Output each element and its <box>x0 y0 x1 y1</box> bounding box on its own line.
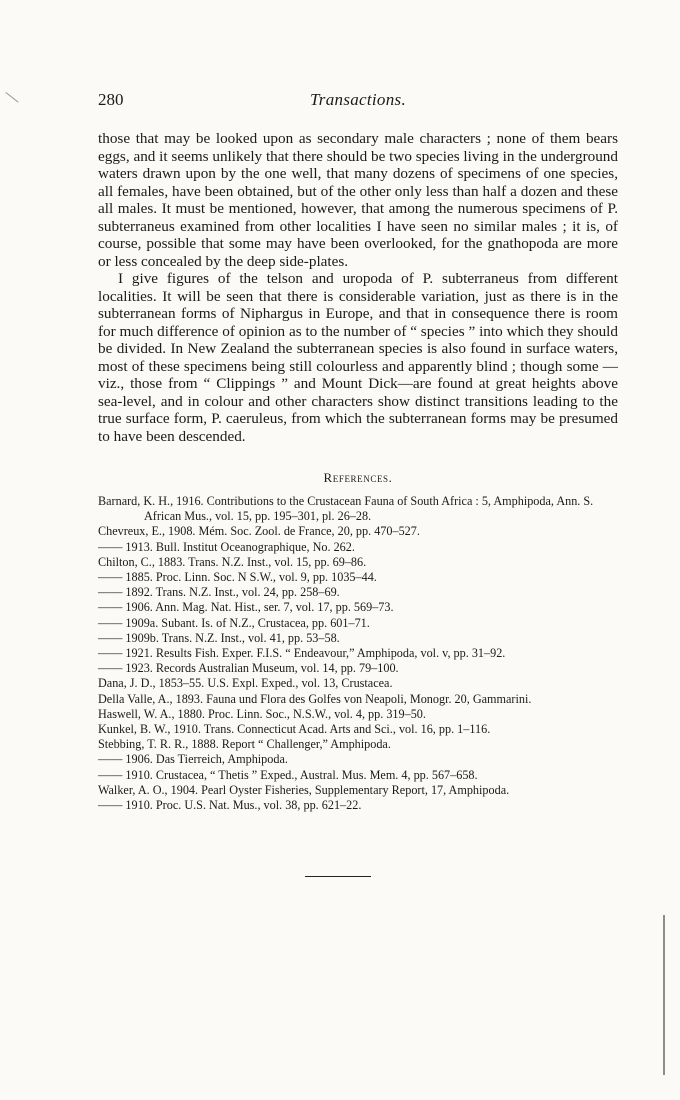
reference-item: —— 1910. Proc. U.S. Nat. Mus., vol. 38, pp. 621–22. <box>98 798 362 813</box>
scan-margin-mark <box>663 915 665 1075</box>
references-heading: References. <box>323 470 393 485</box>
reference-item: Barnard, K. H., 1916. Contributions to the Crustacean Fauna of South Africa : 5, Amphipoda, Ann. S. African Mus., vol. 15, pp. 195–301, pl. 26–28. <box>98 494 594 524</box>
reference-item: —— 1909a. Subant. Is. of N.Z., Crustacea, pp. 601–71. <box>98 615 370 630</box>
reference-item: Haswell, W. A., 1880. Proc. Linn. Soc., N.S.W., vol. 4, pp. 319–50. <box>98 706 426 721</box>
reference-item: Della Valle, A., 1893. Fauna und Flora des Golfes von Neapoli, Monogr. 20, Gammarini. <box>98 691 532 706</box>
reference-item: Stebbing, T. R. R., 1888. Report “ Challenger,” Amphipoda. <box>98 737 391 752</box>
reference-item: —— 1885. Proc. Linn. Soc. N S.W., vol. 9, pp. 1035–44. <box>98 570 377 585</box>
page-header <box>98 90 618 114</box>
body-text <box>98 130 618 445</box>
paragraph-2: I give figures of the telson and uropoda of P. subterraneus from different localities. It will be seen that there is considerable variation, just as there is in the subterranean forms of Niphargus in Europe, and that in consequence there is room for much difference of opinion as to the number of “ species ” into which they should be divided. In New Zealand the subterranean species is also found in surface waters, most of these specimens being still colourless and apparently blind ; though some —viz., those from “ Clippings ” and Mount Dick—are found at great heights above sea-level, and in colour and other characters show distinct transitions leading to the true surface form, P. caeruleus, from which the subterranean forms may be presumed to have been descended. <box>98 270 618 445</box>
reference-item: —— 1906. Das Tierreich, Amphipoda. <box>98 752 288 767</box>
scan-margin-mark <box>5 92 18 103</box>
reference-item: Walker, A. O., 1904. Pearl Oyster Fisheries, Supplementary Report, 17, Amphipoda. <box>98 782 510 797</box>
end-rule <box>305 876 371 877</box>
reference-item: —— 1906. Ann. Mag. Nat. Hist., ser. 7, vol. 17, pp. 569–73. <box>98 600 394 615</box>
page-number: 280 <box>98 90 124 109</box>
reference-item: Chilton, C., 1883. Trans. N.Z. Inst., vol. 15, pp. 69–86. <box>98 554 367 569</box>
reference-item: —— 1892. Trans. N.Z. Inst., vol. 24, pp. 258–69. <box>98 585 340 600</box>
running-title: Transactions. <box>309 90 406 109</box>
reference-item: Chevreux, E., 1908. Mém. Soc. Zool. de France, 20, pp. 470–527. <box>98 524 420 539</box>
reference-item: Dana, J. D., 1853–55. U.S. Expl. Exped., vol. 13, Crustacea. <box>98 676 393 691</box>
reference-item: —— 1910. Crustacea, “ Thetis ” Exped., Austral. Mus. Mem. 4, pp. 567–658. <box>98 767 478 782</box>
reference-item: Kunkel, B. W., 1910. Trans. Connecticut Acad. Arts and Sci., vol. 16, pp. 1–116. <box>98 722 491 737</box>
reference-item: —— 1909b. Trans. N.Z. Inst., vol. 41, pp. 53–58. <box>98 630 340 645</box>
reference-item: —— 1913. Bull. Institut Oceanographique, No. 262. <box>98 539 355 554</box>
paragraph-1: those that may be looked upon as secondary male characters ; none of them bears eggs, and it seems unlikely that there should be two species living in the underground waters drawn upon by the one well, that many dozens of specimens of one species, all females, have been obtained, but of the other only less than half a dozen and these all males. It must be mentioned, however, that among the numerous specimens of P. subterraneus examined from other localities I have seen no similar males ; it is, of course, possible that some may have been overlooked, for the gnathopoda are more or less concealed by the deep side-plates. <box>98 130 618 270</box>
references-list <box>98 494 618 813</box>
reference-item: —— 1923. Records Australian Museum, vol. 14, pp. 79–100. <box>98 661 399 676</box>
reference-item: —— 1921. Results Fish. Exper. F.I.S. “ Endeavour,” Amphipoda, vol. v, pp. 31–92. <box>98 646 506 661</box>
